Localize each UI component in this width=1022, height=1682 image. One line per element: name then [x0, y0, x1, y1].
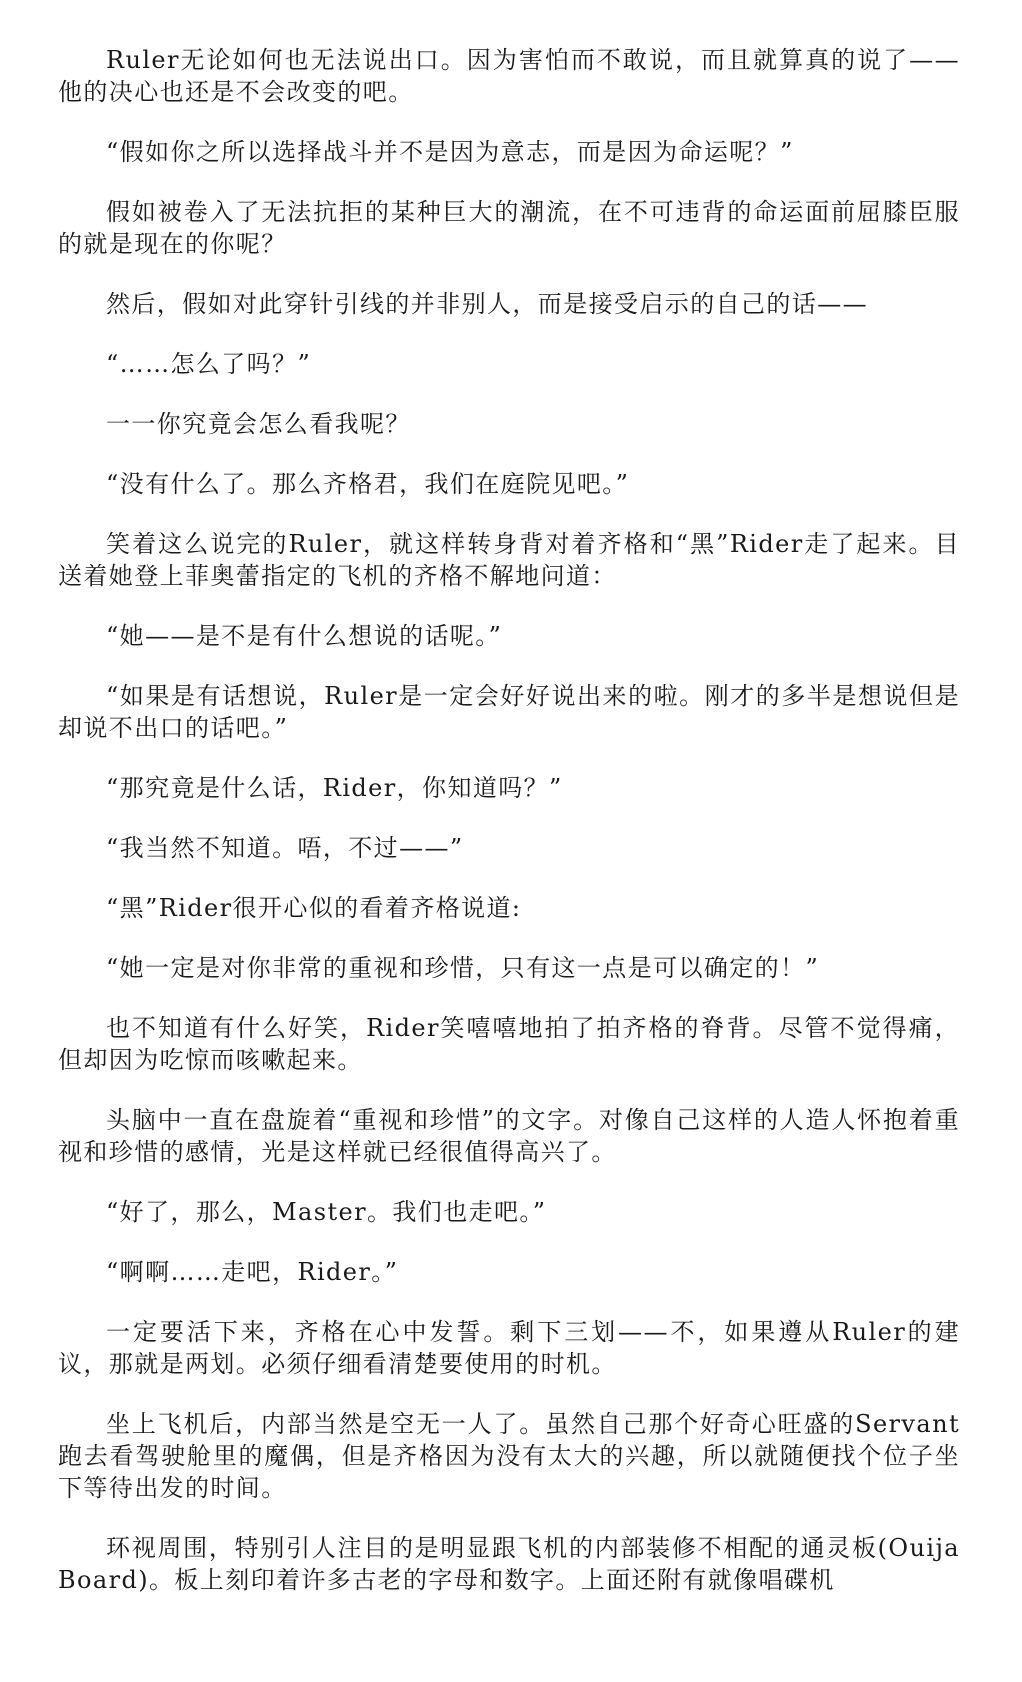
document-page: [58, 44, 960, 1624]
paragraph: “黑”Rider很开心似的看着齐格说道:: [106, 894, 522, 922]
paragraph: “她——是不是有什么想说的话呢。”: [106, 622, 503, 650]
paragraph: 头脑中一直在盘旋着“重视和珍惜”的文字。对像自己这样的人造人怀抱着重视和珍惜的感情，光是这样就已经很值得高兴了。: [58, 1106, 960, 1166]
paragraph: “……怎么了吗？”: [106, 350, 312, 378]
paragraph: “她一定是对你非常的重视和珍惜，只有这一点是可以确定的！”: [106, 954, 820, 982]
paragraph: 假如被卷入了无法抗拒的某种巨大的潮流，在不可违背的命运面前屈膝臣服的就是现在的你呢？: [58, 198, 960, 258]
paragraph: “没有什么了。那么齐格君，我们在庭院见吧。”: [106, 470, 630, 498]
paragraph: “啊啊……走吧，Rider。”: [106, 1258, 399, 1286]
paragraph: 笑着这么说完的Ruler，就这样转身背对着齐格和“黑”Rider走了起来。目送着她登上菲奥蕾指定的飞机的齐格不解地问道：: [58, 530, 960, 590]
paragraph: “如果是有话想说，Ruler是一定会好好说出来的啦。刚才的多半是想说但是却说不出口的话吧。”: [58, 682, 960, 742]
paragraph: 也不知道有什么好笑，Rider笑嘻嘻地拍了拍齐格的脊背。尽管不觉得痛，但却因为吃惊而咳嗽起来。: [58, 1014, 960, 1074]
paragraph: 环视周围，特别引人注目的是明显跟飞机的内部装修不相配的通灵板(Ouija Board)。板上刻印着许多古老的字母和数字。上面还附有就像唱碟机: [58, 1534, 960, 1594]
paragraph: 然后，假如对此穿针引线的并非别人，而是接受启示的自己的话——: [106, 290, 868, 318]
paragraph: “那究竟是什么话，Rider，你知道吗？”: [106, 774, 563, 802]
paragraph: “好了，那么，Master。我们也走吧。”: [106, 1198, 547, 1226]
paragraph: “假如你之所以选择战斗并不是因为意志，而是因为命运呢？”: [106, 138, 794, 166]
paragraph: 一定要活下来，齐格在心中发誓。剩下三划——不，如果遵从Ruler的建议，那就是两划。必须仔细看清楚要使用的时机。: [58, 1318, 960, 1378]
paragraph: “我当然不知道。唔，不过——”: [106, 834, 464, 862]
paragraph: 一一你究竟会怎么看我呢？: [106, 410, 411, 438]
paragraph: Ruler无论如何也无法说出口。因为害怕而不敢说，而且就算真的说了——他的决心也还是不会改变的吧。: [58, 46, 960, 106]
paragraph: 坐上飞机后，内部当然是空无一人了。虽然自己那个好奇心旺盛的Servant跑去看驾驶舱里的魔偶，但是齐格因为没有太大的兴趣，所以就随便找个位子坐下等待出发的时间。: [58, 1410, 960, 1502]
